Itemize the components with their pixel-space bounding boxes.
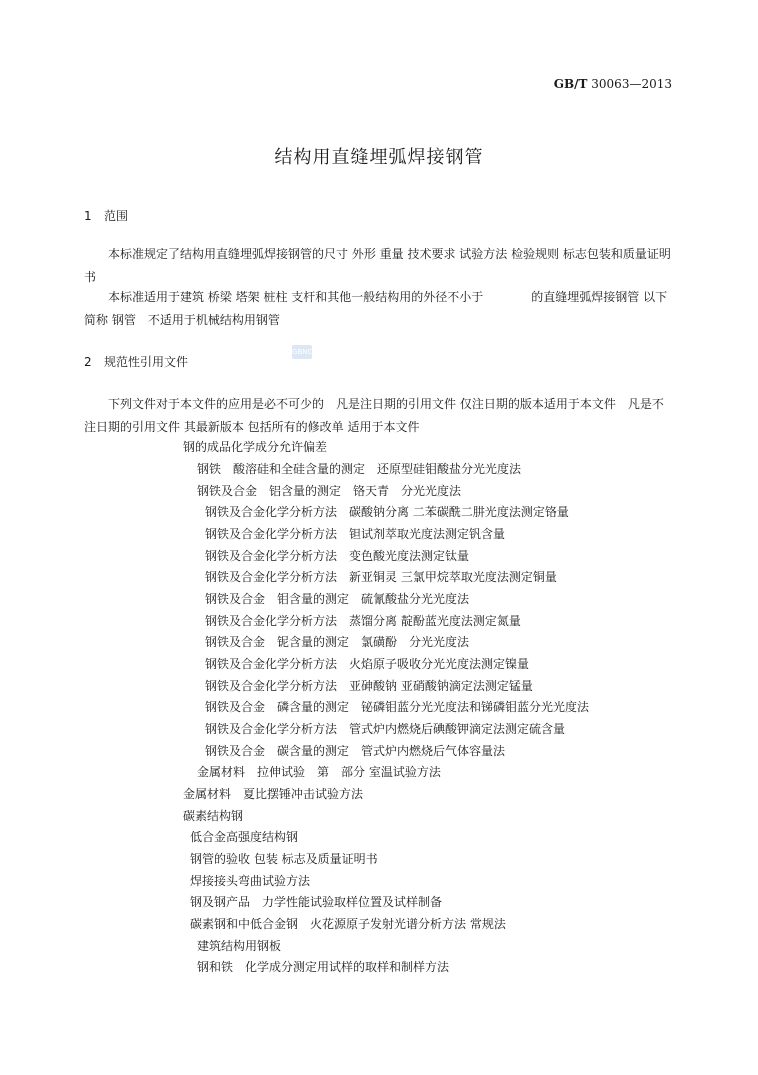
reference-item: 钢铁及合金 铌含量的测定 氯磺酚 分光光度法 bbox=[205, 635, 470, 649]
reference-item: 钢铁及合金化学分析方法 管式炉内燃烧后碘酸钾滴定法测定硫含量 bbox=[205, 722, 566, 736]
reference-item: 钢铁及合金化学分析方法 变色酸光度法测定钛量 bbox=[205, 549, 470, 563]
section-1-number: 1 bbox=[84, 209, 92, 223]
reference-item: 低合金高强度结构钢 bbox=[190, 830, 299, 844]
reference-item: 钢铁及合金化学分析方法 蒸馏分离 靛酚蓝光度法测定氮量 bbox=[205, 614, 521, 628]
section-1-title: 范围 bbox=[104, 209, 129, 223]
scope-paragraph-2 bbox=[84, 286, 674, 332]
reference-item: 钢铁 酸溶硅和全硅含量的测定 还原型硅钼酸盐分光光度法 bbox=[197, 462, 522, 476]
reference-item: 钢铁及合金化学分析方法 火焰原子吸收分光光度法测定镍量 bbox=[205, 657, 530, 671]
standard-code bbox=[554, 77, 672, 91]
reference-item: 建筑结构用钢板 bbox=[197, 939, 282, 953]
reference-item: 钢的成品化学成分允许偏差 bbox=[183, 440, 328, 454]
scope-paragraph-2-text: 本标准适用于建筑 桥梁 塔架 桩柱 支杆和其他一般结构用的外径不小于 的直缝埋弧焊接钢管 以下简称 钢管 不适用于机械结构用钢管 bbox=[84, 290, 668, 327]
references-intro bbox=[84, 393, 674, 439]
section-2-title: 规范性引用文件 bbox=[104, 355, 189, 369]
reference-item: 金属材料 拉伸试验 第 部分 室温试验方法 bbox=[197, 765, 441, 779]
reference-item: 碳素结构钢 bbox=[183, 809, 244, 823]
reference-item: 钢及钢产品 力学性能试验取样位置及试样制备 bbox=[190, 895, 443, 909]
reference-item: 钢铁及合金 钼含量的测定 硫氰酸盐分光光度法 bbox=[205, 592, 470, 606]
scope-paragraph-1-text: 本标准规定了结构用直缝埋弧焊接钢管的尺寸 外形 重量 技术要求 试验方法 检验规则 标志包装和质量证明书 bbox=[84, 247, 671, 284]
reference-item: 钢和铁 化学成分测定用试样的取样和制样方法 bbox=[197, 960, 450, 974]
standard-code-prefix: GB/T bbox=[553, 77, 588, 91]
section-2-number: 2 bbox=[84, 355, 92, 369]
reference-item: 金属材料 夏比摆锤冲击试验方法 bbox=[183, 787, 364, 801]
reference-item: 钢铁及合金化学分析方法 钽试剂萃取光度法测定钒含量 bbox=[205, 527, 506, 541]
standard-code-number: 30063—2013 bbox=[591, 77, 672, 91]
reference-item: 钢铁及合金 铝含量的测定 铬天青 分光光度法 bbox=[197, 484, 462, 498]
reference-item: 钢铁及合金 磷含量的测定 铋磷钼蓝分光光度法和锑磷钼蓝分光光度法 bbox=[205, 700, 590, 714]
reference-item: 钢铁及合金化学分析方法 亚砷酸钠 亚硝酸钠滴定法测定锰量 bbox=[205, 679, 533, 693]
document-title: 结构用直缝埋弧焊接钢管 bbox=[274, 147, 484, 168]
references-intro-text: 下列文件对于本文件的应用是必不可少的 凡是注日期的引用文件 仅注日期的版本适用于本文件 凡是不注日期的引用文件 其最新版本 包括所有的修改单 适用于本文件 bbox=[84, 397, 664, 434]
watermark-logo: GBNC bbox=[292, 345, 312, 359]
reference-item: 钢铁及合金化学分析方法 碳酸钠分离 二苯碳酰二肼光度法测定铬量 bbox=[205, 505, 569, 519]
reference-item: 钢铁及合金化学分析方法 新亚铜灵 三氯甲烷萃取光度法测定铜量 bbox=[205, 570, 557, 584]
scope-paragraph-1 bbox=[84, 243, 674, 289]
reference-item: 焊接接头弯曲试验方法 bbox=[190, 874, 311, 888]
section-2-heading bbox=[84, 353, 188, 370]
reference-item: 钢管的验收 包装 标志及质量证明书 bbox=[190, 852, 378, 866]
reference-item: 钢铁及合金 碳含量的测定 管式炉内燃烧后气体容量法 bbox=[205, 744, 506, 758]
reference-item: 碳素钢和中低合金钢 火花源原子发射光谱分析方法 常规法 bbox=[190, 917, 506, 931]
section-1-heading bbox=[84, 207, 128, 224]
